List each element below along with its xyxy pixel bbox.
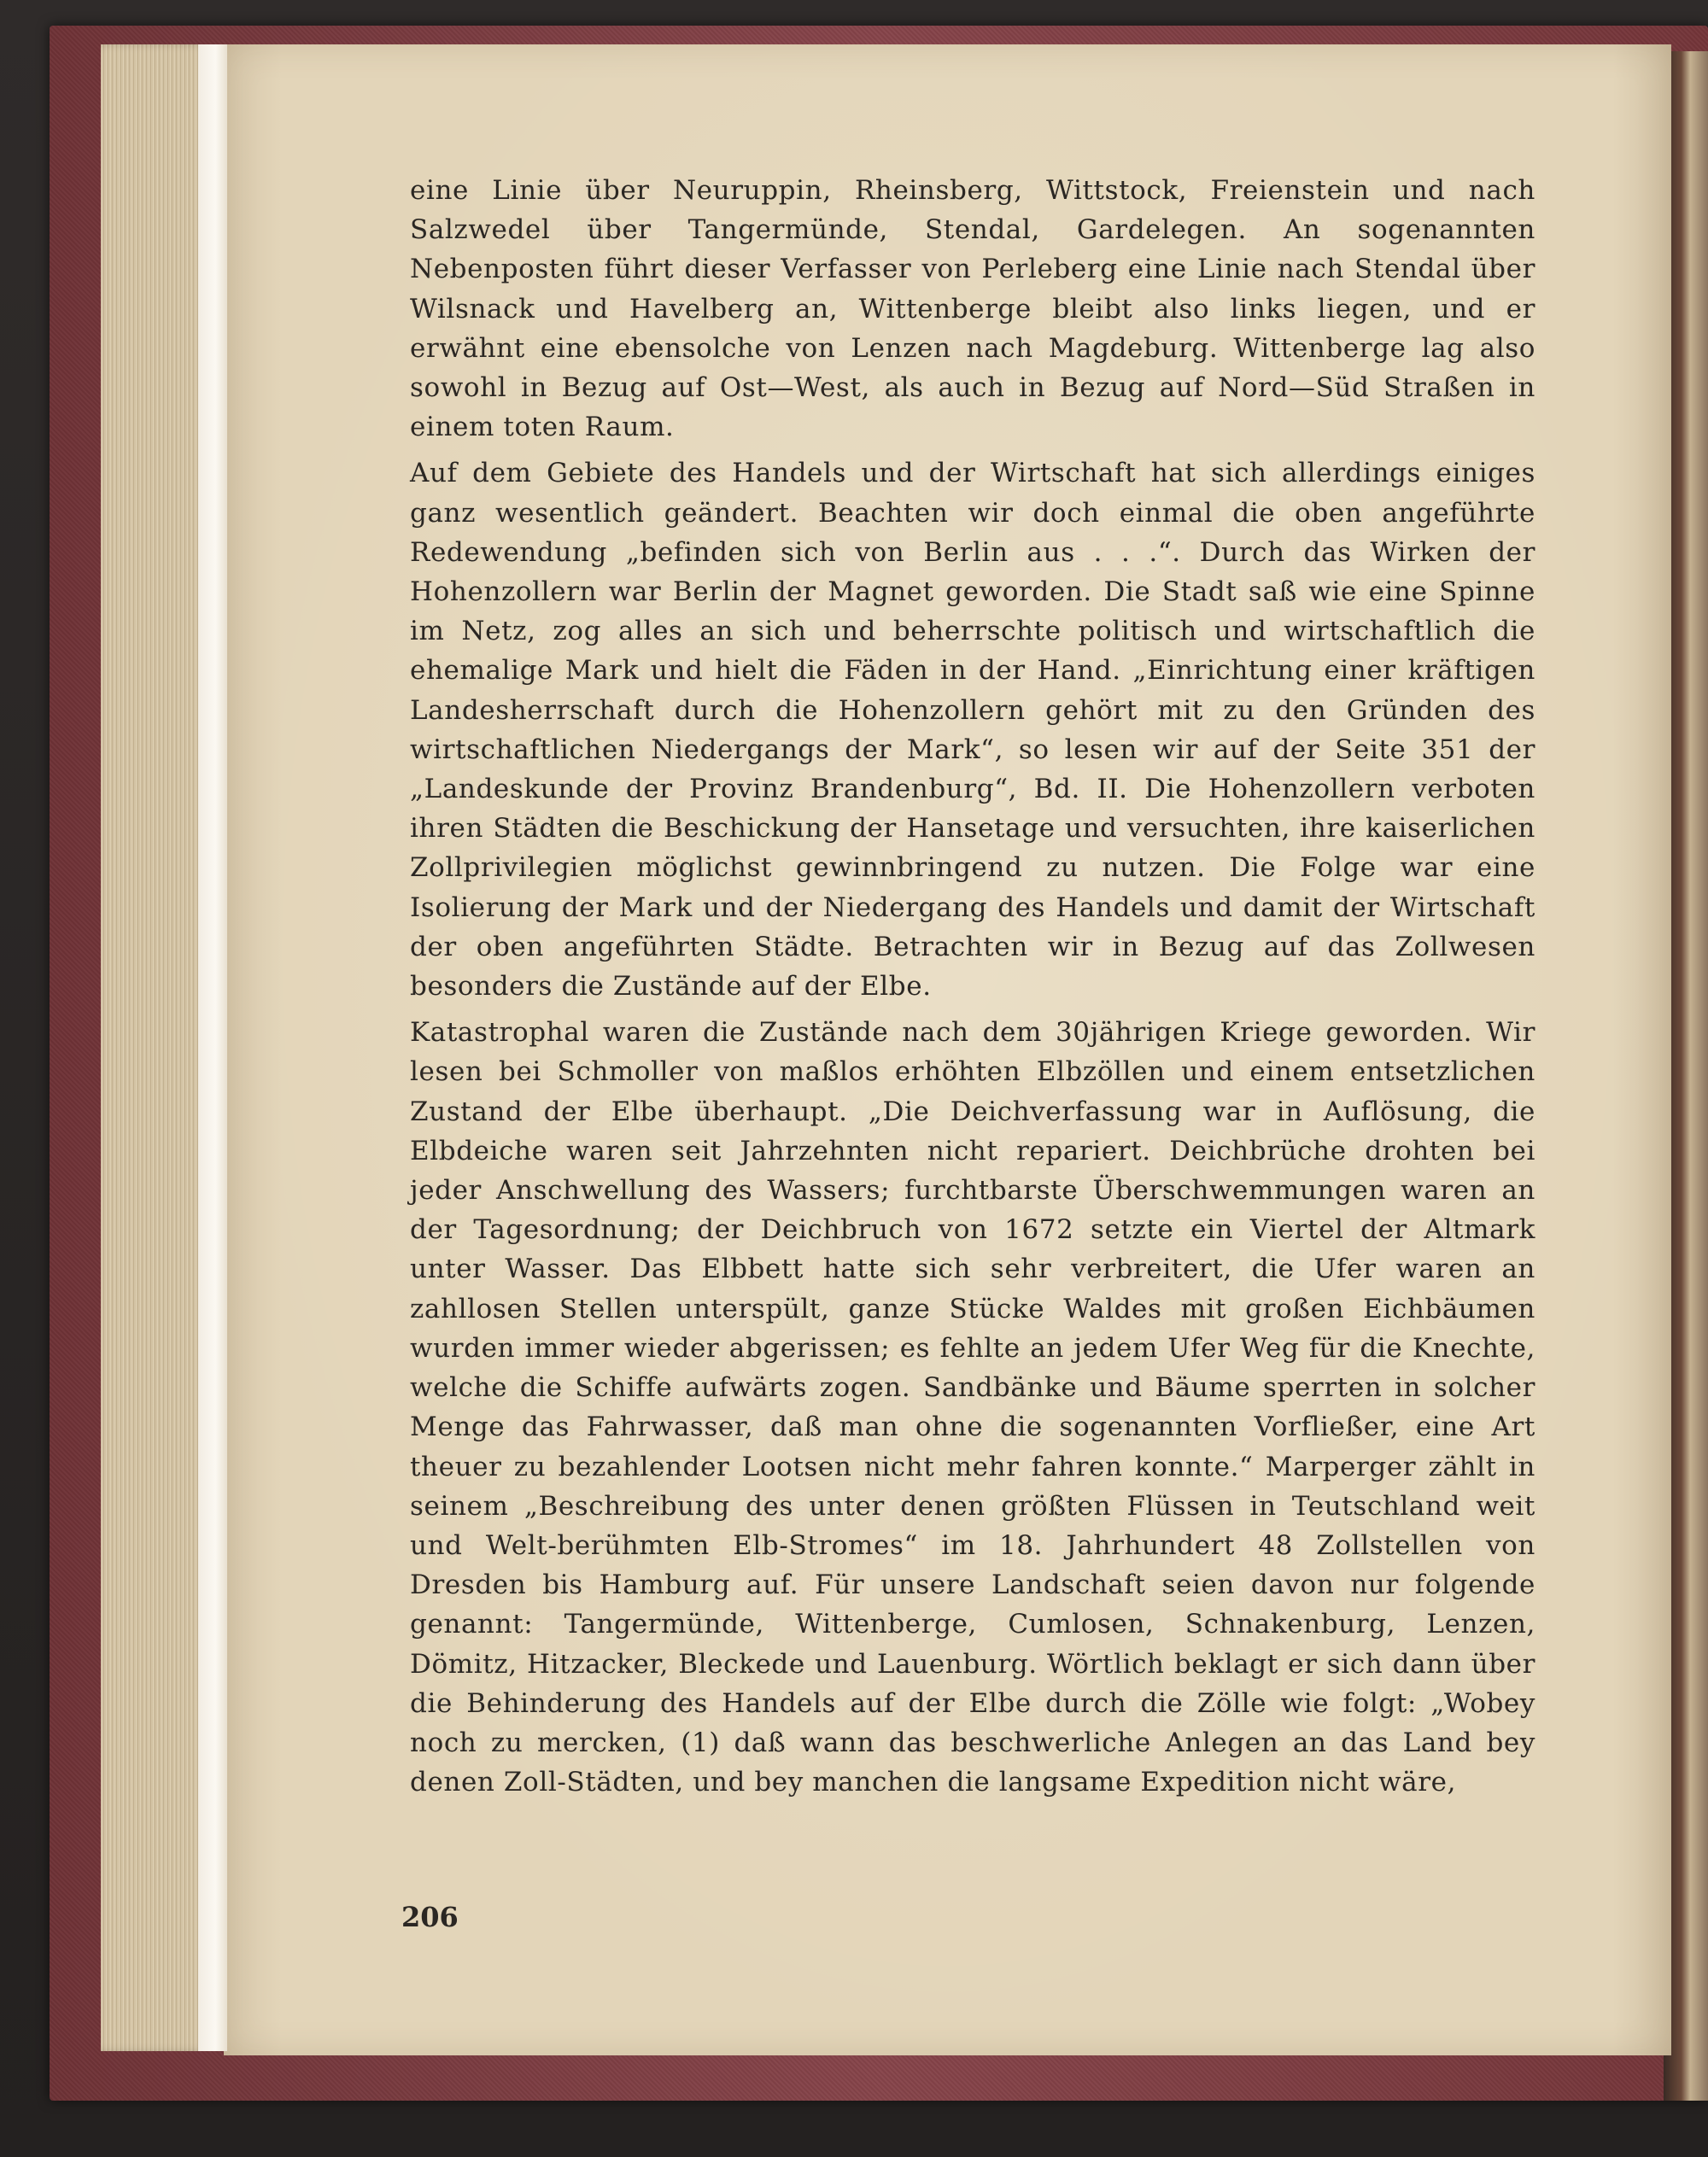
page-number: 206 [401, 1901, 459, 1933]
paragraph: Auf dem Gebiete des Handels und der Wirtschaft hat sich allerdings einiges ganz wesentlich geändert. Beachten wir doch einmal die oben angeführte Redewendung „befinden sich von Berlin aus . . .“. Durch das Wirken der Hohenzollern war Berlin der Magnet geworden. Die Stadt saß wie eine Spinne im Netz, zog alles an sich und beherrschte politisch und wirtschaftlich die ehemalige Mark und hielt die Fäden in der Hand. „Einrichtung einer kräftigen Landesherrschaft durch die Hohenzollern gehört mit zu den Gründen des wirtschaftlichen Niedergangs der Mark“, so lesen wir auf der Seite 351 der „Landeskunde der Provinz Brandenburg“, Bd. II. Die Hohenzollern verboten ihren Städten die Beschickung der Hansetage und versuchten, ihre kaiserlichen Zollprivilegien möglichst gewinnbringend zu nutzen. Die Folge war eine Isolierung der Mark und der Niedergang des Handels und damit der Wirtschaft der oben angeführten Städte. Betrachten wir in Bezug auf das Zollwesen besonders die Zustände auf der Elbe. [410, 458, 1535, 1003]
body-text [410, 171, 1535, 1809]
paragraph: Katastrophal waren die Zustände nach dem 30jährigen Kriege geworden. Wir lesen bei Schmoller von maßlos erhöhten Elbzöllen und einem entsetzlichen Zustand der Elbe überhaupt. „Die Deichverfassung war in Auflösung, die Elbdeiche waren seit Jahrzehnten nicht repariert. Deichbrüche drohten bei jeder Anschwellung des Wassers; furchtbarste Überschwemmungen waren an der Tagesordnung; der Deichbruch von 1672 setzte ein Viertel der Altmark unter Wasser. Das Elbbett hatte sich sehr verbreitert, die Ufer waren an zahllosen Stellen unterspült, ganze Stücke Waldes mit großen Eichbäumen wurden immer wieder abgerissen; es fehlte an jedem Ufer Weg für die Knechte, welche die Schiffe aufwärts zogen. Sandbänke und Bäume sperrten in solcher Menge das Fahrwasser, daß man ohne die sogenannten Vorfließer, eine Art theuer zu bezahlender Lootsen nicht mehr fahren konnte.“ Marperger zählt in seinem „Beschreibung des unter denen größten Flüssen in Teutschland weit und Welt-berühmten Elb-Stromes“ im 18. Jahrhundert 48 Zollstellen von Dresden bis Hamburg auf. Für unsere Landschaft seien davon nur folgende genannt: Tangermünde, Wittenberge, Cumlosen, Schnakenburg, Lenzen, Dömitz, Hitzacker, Bleckede und Lauenburg. Wörtlich beklagt er sich dann über die Behinderung des Handels auf der Elbe durch die Zölle wie folgt: „Wobey noch zu mercken, (1) daß wann das beschwerliche Anlegen an das Land bey denen Zoll-Städten, und bey manchen die langsame Expedition nicht wäre, [410, 1017, 1535, 1798]
paragraph: eine Linie über Neuruppin, Rheinsberg, Wittstock, Freienstein und nach Salzwedel über Tangermünde, Stendal, Gardelegen. An sogenannten Nebenposten führt dieser Verfasser von Perleberg eine Linie nach Stendal über Wilsnack und Havelberg an, Wittenberge bleibt also links liegen, und er erwähnt eine ebensolche von Lenzen nach Magdeburg. Wittenberge lag also sowohl in Bezug auf Ost—West, als auch in Bezug auf Nord—Süd Straßen in einem toten Raum. [410, 175, 1535, 443]
page-gutter [198, 44, 227, 2051]
